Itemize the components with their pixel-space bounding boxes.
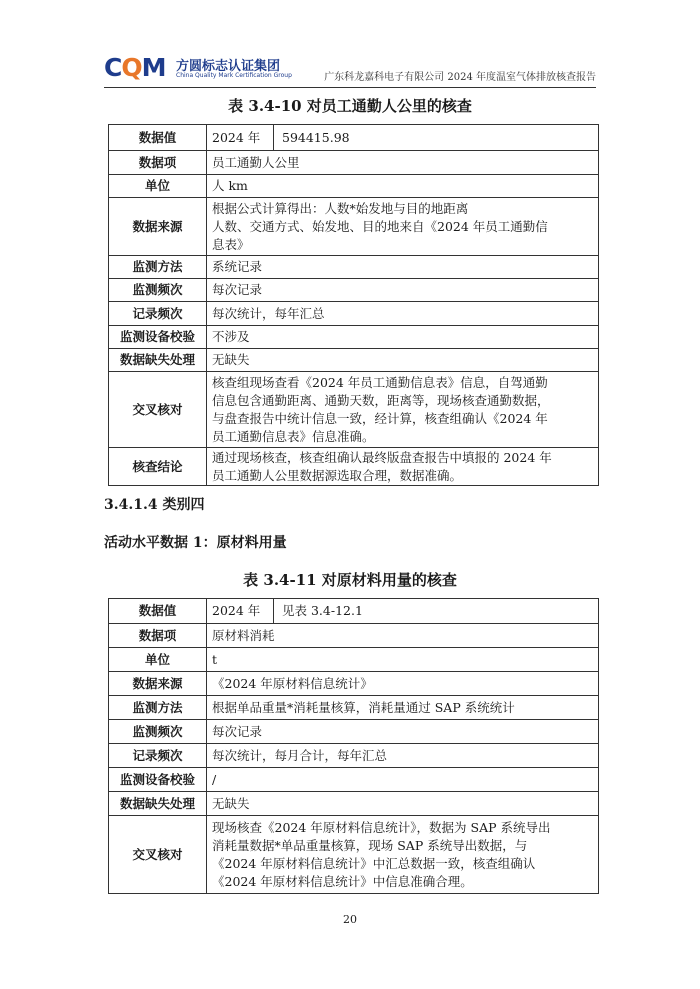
text-line: 息表》 bbox=[212, 236, 250, 252]
row-label: 数据来源 bbox=[109, 672, 207, 696]
row-label: 数据缺失处理 bbox=[109, 792, 207, 816]
row-value: 每次记录 bbox=[207, 279, 599, 302]
table-row bbox=[109, 151, 599, 175]
commute-verification-table bbox=[108, 124, 599, 486]
table-row bbox=[109, 792, 599, 816]
row-label: 数据值 bbox=[109, 125, 207, 151]
table-row bbox=[109, 349, 599, 372]
activity-heading: 活动水平数据 1：原材料用量 bbox=[104, 535, 287, 551]
row-value bbox=[207, 816, 599, 894]
logo-english-name: China Quality Mark Certification Group bbox=[176, 72, 292, 79]
row-value: 无缺失 bbox=[207, 349, 599, 372]
logo-mark: CQM bbox=[104, 53, 166, 82]
row-value bbox=[207, 448, 599, 486]
text-line: 与盘查报告中统计信息一致，经计算，核查组确认《2024 年 bbox=[212, 410, 548, 426]
header-divider bbox=[104, 87, 596, 88]
data-value-cell bbox=[207, 599, 599, 624]
row-label: 交叉核对 bbox=[109, 816, 207, 894]
row-value: 根据单品重量*消耗量核算，消耗量通过 SAP 系统统计 bbox=[207, 696, 599, 720]
row-label: 交叉核对 bbox=[109, 372, 207, 448]
raw-material-verification-table bbox=[108, 598, 599, 894]
table-row bbox=[109, 816, 599, 894]
row-label: 数据项 bbox=[109, 151, 207, 175]
text-line: 人数、交通方式、始发地、目的地来自《2024 年员工通勤信 bbox=[212, 218, 548, 234]
cqm-logo bbox=[104, 52, 304, 86]
row-label: 记录频次 bbox=[109, 302, 207, 326]
text-line: 《2024 年原材料信息统计》中信息准确合理。 bbox=[212, 873, 473, 889]
table-row bbox=[109, 326, 599, 349]
table-row bbox=[109, 672, 599, 696]
row-value: 无缺失 bbox=[207, 792, 599, 816]
row-value: / bbox=[207, 768, 599, 792]
table-row bbox=[109, 624, 599, 648]
row-value bbox=[207, 372, 599, 448]
data-value-cell bbox=[207, 125, 599, 151]
text-line: 信息包含通勤距离、通勤天数，距离等，现场核查通勤数据， bbox=[212, 392, 550, 408]
row-value: 每次记录 bbox=[207, 720, 599, 744]
row-label: 数据项 bbox=[109, 624, 207, 648]
table-row bbox=[109, 125, 599, 151]
text-line: 消耗量数据*单品重量核算，现场 SAP 系统导出数据，与 bbox=[212, 837, 528, 853]
row-label: 监测设备校验 bbox=[109, 768, 207, 792]
row-value bbox=[207, 198, 599, 256]
table2-caption: 表 3.4-11 对原材料用量的核查 bbox=[243, 571, 457, 589]
row-label: 单位 bbox=[109, 648, 207, 672]
report-title: 广东科龙嘉科电子有限公司 2024 年度温室气体排放核查报告 bbox=[324, 72, 596, 83]
table-row bbox=[109, 175, 599, 198]
row-label: 数据缺失处理 bbox=[109, 349, 207, 372]
row-label: 单位 bbox=[109, 175, 207, 198]
text-line: 核查组现场查看《2024 年员工通勤信息表》信息，自驾通勤 bbox=[212, 374, 548, 390]
row-value: 《2024 年原材料信息统计》 bbox=[207, 672, 599, 696]
text-line: 员工通勤信息表》信息准确。 bbox=[212, 428, 375, 444]
table-row bbox=[109, 720, 599, 744]
row-label: 监测设备校验 bbox=[109, 326, 207, 349]
row-value: 不涉及 bbox=[207, 326, 599, 349]
page-header bbox=[104, 52, 596, 86]
table-row bbox=[109, 198, 599, 256]
section-heading: 3.4.1.4 类别四 bbox=[104, 497, 205, 513]
row-value: 员工通勤人公里 bbox=[207, 151, 599, 175]
data-value: 594415.98 bbox=[282, 129, 350, 145]
text-line: 通过现场核查，核查组确认最终版盘查报告中填报的 2024 年 bbox=[212, 449, 552, 465]
table-row bbox=[109, 279, 599, 302]
text-line: 现场核查《2024 年原材料信息统计》，数据为 SAP 系统导出 bbox=[212, 819, 551, 835]
row-label: 监测频次 bbox=[109, 279, 207, 302]
row-label: 监测方法 bbox=[109, 696, 207, 720]
text-line: 根据公式计算得出：人数*始发地与目的地距离 bbox=[212, 200, 469, 216]
row-label: 监测频次 bbox=[109, 720, 207, 744]
table-row bbox=[109, 599, 599, 624]
row-label: 监测方法 bbox=[109, 256, 207, 279]
row-label: 数据来源 bbox=[109, 198, 207, 256]
table-row bbox=[109, 648, 599, 672]
table-row bbox=[109, 744, 599, 768]
table-row bbox=[109, 372, 599, 448]
row-value: 每次统计，每月合计，每年汇总 bbox=[207, 744, 599, 768]
row-value: t bbox=[207, 648, 599, 672]
row-label: 核查结论 bbox=[109, 448, 207, 486]
table1-caption: 表 3.4-10 对员工通勤人公里的核查 bbox=[228, 97, 472, 115]
row-value: 每次统计，每年汇总 bbox=[207, 302, 599, 326]
row-value: 原材料消耗 bbox=[207, 624, 599, 648]
text-line: 《2024 年原材料信息统计》中汇总数据一致，核查组确认 bbox=[212, 855, 536, 871]
year-value: 2024 年 bbox=[212, 125, 274, 150]
logo-chinese-name: 方圆标志认证集团 bbox=[176, 59, 281, 74]
table-row bbox=[109, 448, 599, 486]
data-value: 见表 3.4-12.1 bbox=[282, 603, 363, 618]
row-value: 人 km bbox=[207, 175, 599, 198]
row-label: 数据值 bbox=[109, 599, 207, 624]
year-value: 2024 年 bbox=[212, 599, 274, 623]
row-value: 系统记录 bbox=[207, 256, 599, 279]
row-label: 记录频次 bbox=[109, 744, 207, 768]
table-row bbox=[109, 696, 599, 720]
table-row bbox=[109, 768, 599, 792]
table-row bbox=[109, 256, 599, 279]
table-row bbox=[109, 302, 599, 326]
page-number: 20 bbox=[343, 913, 357, 926]
text-line: 员工通勤人公里数据源选取合理，数据准确。 bbox=[212, 467, 463, 483]
